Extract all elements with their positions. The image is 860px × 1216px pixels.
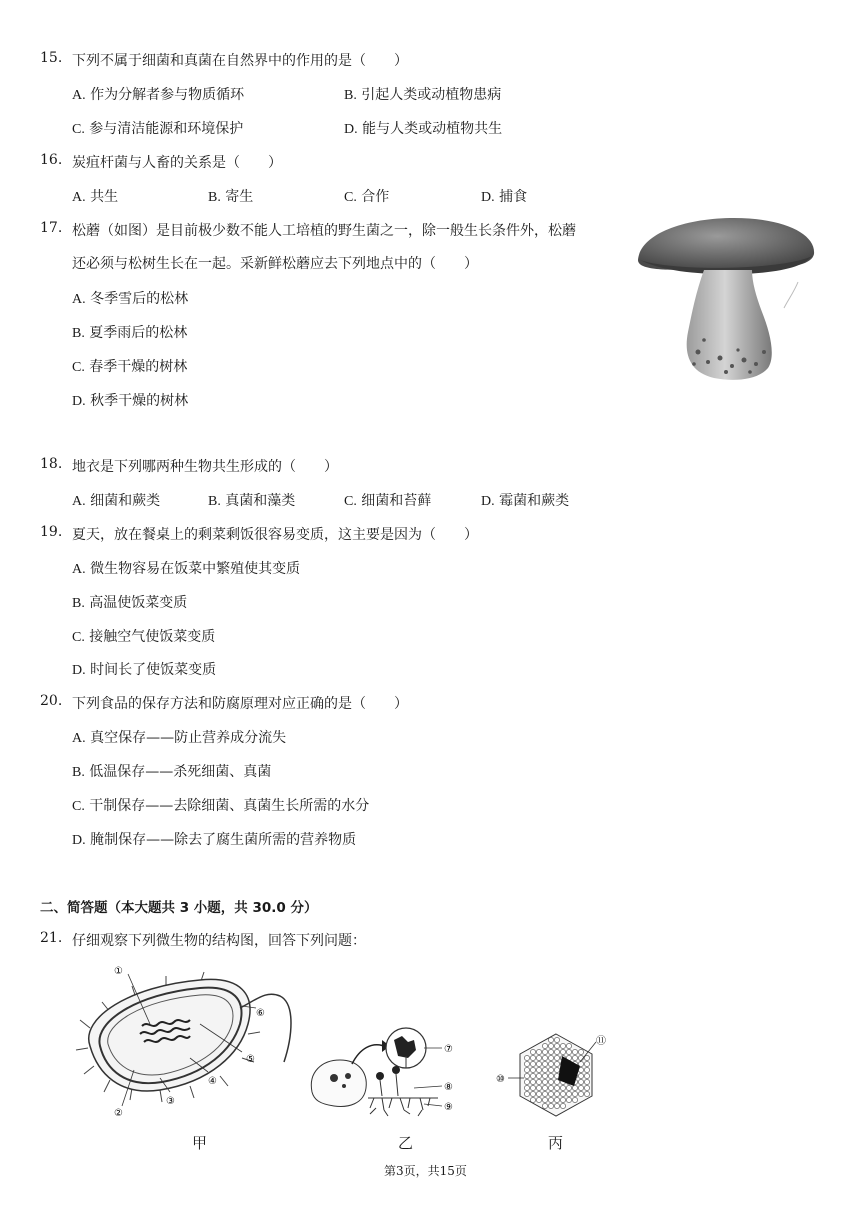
option-20-c: C. 干制保存——去除细菌、真菌生长所需的水分 [72, 798, 370, 814]
option-18-d: D. 霉菌和蕨类 [481, 493, 570, 509]
option-16-a: A. 共生 [72, 189, 119, 205]
question-16-number: 16. [40, 152, 63, 168]
option-19-a: A. 微生物容易在饭菜中繁殖使其变质 [72, 561, 301, 577]
question-17-text: 松蘑（如图）是目前极少数不能人工培植的野生菌之一，除一般生长条件外，松蘑 [72, 223, 576, 239]
question-15-text: 下列不属于细菌和真菌在自然界中的作用的是（ ） [72, 53, 408, 69]
option-20-d: D. 腌制保存——除去了腐生菌所需的营养物质 [72, 832, 357, 848]
question-20-text: 下列食品的保存方法和防腐原理对应正确的是（ ） [72, 696, 408, 712]
label-4: ④ [208, 1076, 217, 1087]
caption-yi: 乙 [398, 1134, 414, 1152]
question-19-number: 19. [40, 524, 63, 540]
option-16-b: B. 寄生 [208, 189, 254, 205]
label-11: ⑪ [596, 1036, 606, 1047]
label-3: ③ [166, 1096, 175, 1107]
page-footer: 第3页，共15页 [384, 1164, 467, 1178]
option-15-a: A. 作为分解者参与物质循环 [72, 87, 245, 103]
option-15-d: D. 能与人类或动植物共生 [344, 121, 503, 137]
option-19-b: B. 高温使饭菜变质 [72, 595, 188, 611]
question-19-text: 夏天，放在餐桌上的剩菜剩饭很容易变质，这主要是因为（ ） [72, 527, 478, 543]
question-21-text: 仔细观察下列微生物的结构图，回答下列问题： [72, 933, 366, 949]
option-17-d: D. 秋季干燥的树林 [72, 393, 189, 409]
option-18-a: A. 细菌和蕨类 [72, 493, 161, 509]
option-18-c: C. 细菌和苔藓 [344, 493, 432, 509]
option-16-d: D. 捕食 [481, 189, 528, 205]
option-20-a: A. 真空保存——防止营养成分流失 [72, 730, 287, 746]
label-7: ⑦ [444, 1044, 453, 1055]
option-19-d: D. 时间长了使饭菜变质 [72, 662, 217, 678]
question-17-text-line2: 还必须与松树生长在一起。采新鲜松蘑应去下列地点中的（ ） [72, 256, 478, 272]
label-10: ⑩ [496, 1074, 505, 1085]
label-2: ② [114, 1108, 123, 1119]
caption-bing: 丙 [548, 1134, 564, 1152]
option-15-c: C. 参与清洁能源和环境保护 [72, 121, 244, 137]
option-18-b: B. 真菌和藻类 [208, 493, 296, 509]
question-21-number: 21. [40, 930, 63, 946]
section-heading: 二、简答题（本大题共 3 小题，共 30.0 分） [40, 900, 318, 916]
label-5: ⑤ [246, 1054, 255, 1065]
bacterium-diagram [70, 958, 310, 1128]
question-16-text: 炭疽杆菌与人畜的关系是（ ） [72, 155, 282, 171]
option-17-c: C. 春季干燥的树林 [72, 359, 188, 375]
virus-diagram [494, 1030, 618, 1120]
option-17-b: B. 夏季雨后的松林 [72, 325, 188, 341]
option-16-c: C. 合作 [344, 189, 390, 205]
question-18-text: 地衣是下列哪两种生物共生形成的（ ） [72, 459, 338, 475]
label-8: ⑧ [444, 1082, 453, 1093]
option-20-b: B. 低温保存——杀死细菌、真菌 [72, 764, 272, 780]
mushroom-illustration [634, 212, 820, 384]
label-6: ⑥ [256, 1008, 265, 1019]
label-9: ⑨ [444, 1102, 453, 1113]
label-1: ① [114, 966, 123, 977]
mold-diagram [304, 1026, 474, 1126]
question-17-number: 17. [40, 220, 63, 236]
caption-jia: 甲 [192, 1134, 208, 1152]
question-18-number: 18. [40, 456, 63, 472]
question-20-number: 20. [40, 693, 63, 709]
option-17-a: A. 冬季雪后的松林 [72, 291, 189, 307]
option-15-b: B. 引起人类或动植物患病 [344, 87, 502, 103]
question-15-number: 15. [40, 50, 63, 66]
option-19-c: C. 接触空气使饭菜变质 [72, 629, 216, 645]
